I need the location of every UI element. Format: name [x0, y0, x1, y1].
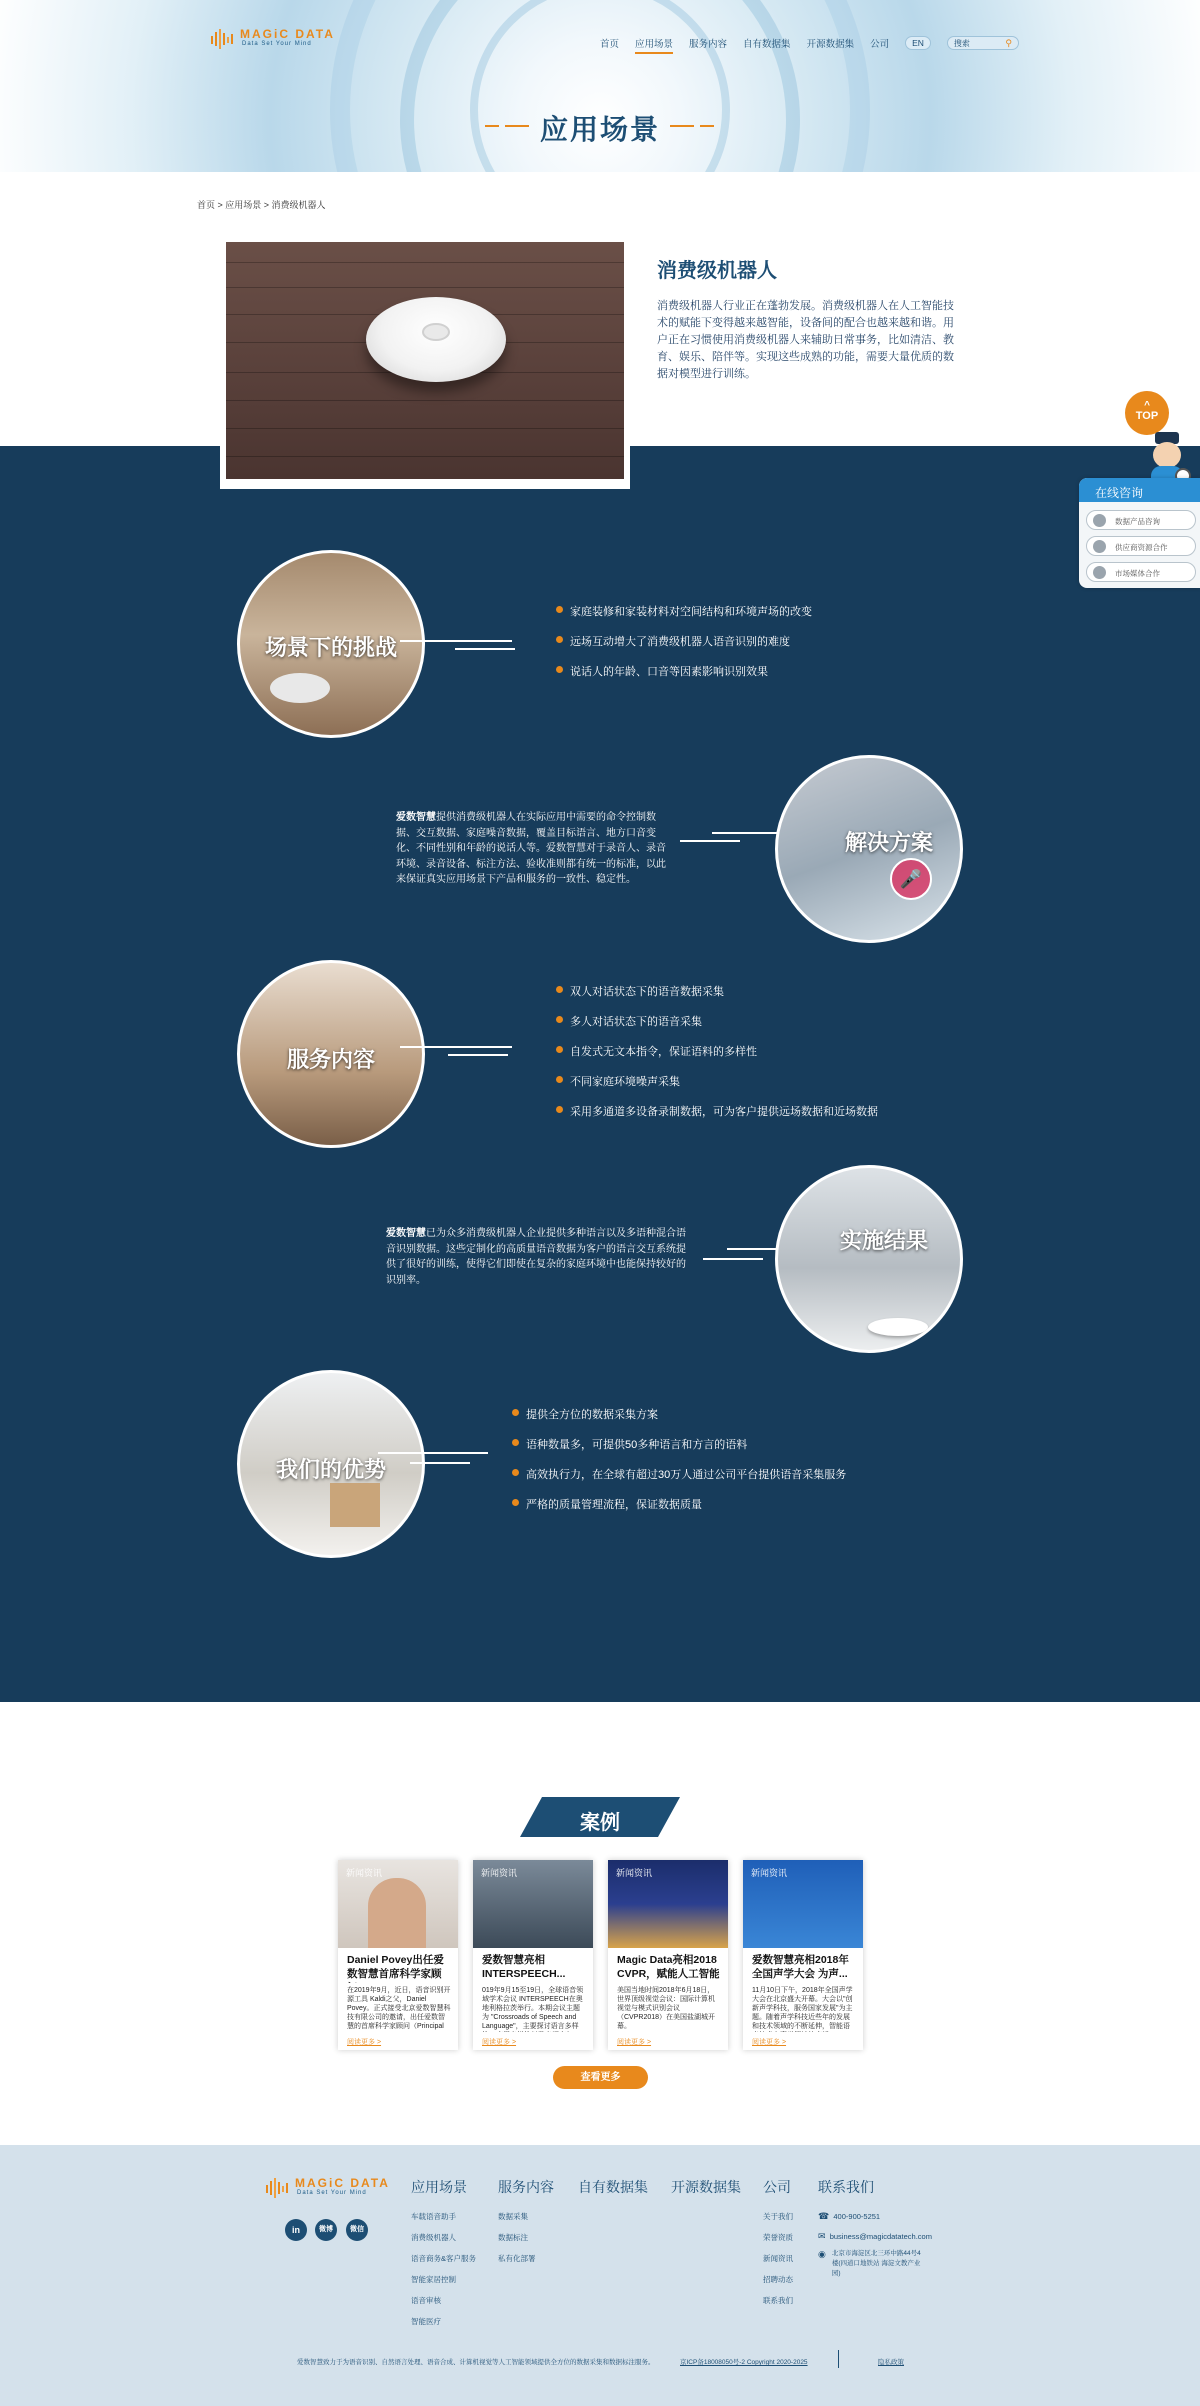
back-to-top-button[interactable]	[1125, 391, 1169, 435]
linkedin-icon[interactable]: in	[285, 2219, 307, 2241]
wechat-icon[interactable]: 微信	[346, 2219, 368, 2241]
footer-link[interactable]: 联系我们	[763, 2296, 793, 2305]
case-tag: 新闻资讯	[346, 1868, 383, 1878]
footer-link[interactable]: 智能医疗	[411, 2317, 441, 2326]
chat-icon	[1093, 540, 1106, 553]
list-item: 不同家庭环境噪声采集	[556, 1073, 878, 1103]
solution-body: 提供消费级机器人在实际应用中需要的命令控制数据、交互数据、家庭噪音数据，覆盖目标语言、地方口音变化、不同性别和年龄的说话人等。爱数智慧对于录音人、录音环境、录音设备、标注方法、验收准则都有统一的标准，以此来保证真实应用场景下产品和服务的一致性、稳定性。	[396, 812, 666, 885]
advantage-image	[237, 1370, 425, 1558]
footer-logo[interactable]	[265, 2175, 390, 2201]
chat-option-data-products[interactable]	[1086, 510, 1196, 530]
result-title: 实施结果	[839, 1228, 928, 1253]
footer-link[interactable]: 语音商务&客户服务	[411, 2254, 477, 2263]
challenge-title: 场景下的挑战	[264, 635, 397, 660]
page-title: 应用场景	[539, 114, 660, 145]
nav-open-datasets[interactable]: 开源数据集	[806, 39, 855, 50]
logo-name: MAGiC DATA	[295, 2176, 390, 2190]
case-card[interactable]	[608, 1860, 728, 2050]
logo-tagline: Data Set Your Mind	[297, 2190, 367, 2196]
result-body: 已为众多消费级机器人企业提供多种语言以及多语种混合语音识别数据。这些定制化的高质量语音数据为客户的语言交互系统提供了很好的训练，使得它们即使在复杂的家庭环境中也能保持较好的识别率。	[386, 1228, 686, 1286]
list-item: 自发式无文本指令，保证语料的多样性	[556, 1043, 878, 1073]
footer-col-title[interactable]: 公司	[763, 2179, 791, 2195]
search-placeholder: 搜索	[953, 38, 970, 48]
case-tag: 新闻资讯	[751, 1868, 788, 1878]
email-icon: ✉	[818, 2231, 826, 2241]
case-tag: 新闻资讯	[616, 1868, 653, 1878]
connector-line	[400, 1046, 512, 1048]
list-item: 家庭装修和家装材料对空间结构和环境声场的改变	[556, 603, 812, 633]
footer-col-open-datasets	[671, 2177, 741, 2211]
footer-link[interactable]: 招聘动态	[763, 2275, 793, 2284]
email-address[interactable]: business@magicdatatech.com	[829, 2232, 932, 2241]
product-description: 消费级机器人行业正在蓬勃发展。消费级机器人在人工智能技术的赋能下变得越来越智能，设备间的配合也越来越和谐。用户正在习惯使用消费级机器人来辅助日常事务，比如清洁、教育、娱乐、陪伴等。实现这些成熟的功能，需要大量优质的数据对模型进行训练。	[657, 300, 954, 380]
footer-link[interactable]: 私有化部署	[498, 2254, 536, 2263]
search-icon[interactable]: ⚲	[1005, 37, 1012, 48]
chat-title: 在线咨询	[1079, 478, 1200, 502]
connector-line	[680, 840, 740, 842]
footer-link[interactable]: 消费级机器人	[411, 2233, 456, 2242]
connector-line	[400, 640, 512, 642]
brand-name: 爱数智慧	[396, 812, 436, 823]
case-title[interactable]: Daniel Povey出任爱数智慧首席科学家顾	[347, 1954, 444, 1980]
robot-vacuum-icon	[366, 297, 506, 382]
connector-line	[378, 1452, 488, 1454]
read-more-link[interactable]: 阅读更多 >	[617, 2039, 652, 2046]
icp-link[interactable]: 京ICP备18008050号-2 Copyright 2020-2025	[680, 2359, 808, 2366]
chat-option-supplier[interactable]	[1086, 536, 1196, 556]
case-summary: 11月10日下午，2018年全国声学大会在北京盛大开幕。大会以"创新声学科技，服务国家发展"为主题。随着声学科技近些年的发展和技术领域的不断延伸，智能语	[752, 1987, 853, 2030]
case-title[interactable]: 爱数智慧亮相2018年全国声学大会 为声...	[752, 1954, 849, 1980]
chat-option-label: 供应商资源合作	[1115, 543, 1168, 552]
logo[interactable]	[210, 26, 335, 52]
solution-image	[775, 755, 963, 943]
footer-link[interactable]: 关于我们	[763, 2212, 793, 2221]
footer-col-services	[498, 2177, 554, 2274]
chat-icon	[1093, 566, 1106, 579]
case-tag: 新闻资讯	[481, 1868, 518, 1878]
connector-line	[455, 648, 515, 650]
list-item: 采用多通道多设备录制数据，可为客户提供远场数据和近场数据	[556, 1103, 878, 1133]
phone-number: 400-900-5251	[833, 2212, 881, 2221]
footer-col-title[interactable]: 自有数据集	[578, 2179, 648, 2195]
solution-text	[396, 810, 668, 888]
list-item: 双人对话状态下的语音数据采集	[556, 983, 878, 1013]
logo-name: MAGiC DATA	[240, 27, 335, 41]
advantage-list	[512, 1406, 846, 1526]
nav-own-datasets[interactable]: 自有数据集	[743, 39, 791, 50]
case-summary: 美国当地时间2018年6月18日，世界顶级视觉会议：国际计算机视觉与模式识别会议（CVPR2018）在美国盐湖城开幕。	[617, 1987, 716, 2030]
footer-link[interactable]: 数据采集	[498, 2212, 528, 2221]
footer-divider	[838, 2350, 839, 2368]
logo-tagline: Data Set Your Mind	[242, 41, 312, 47]
challenge-image	[237, 550, 425, 738]
solution-title: 解决方案	[844, 830, 933, 855]
phone-icon: ☎	[818, 2211, 830, 2221]
connector-line	[410, 1462, 470, 1464]
product-image	[226, 242, 624, 479]
service-image	[237, 960, 425, 1148]
list-item: 提供全方位的数据采集方案	[512, 1406, 846, 1436]
list-item: 说话人的年龄、口音等因素影响识别效果	[556, 663, 812, 693]
nav-scenarios[interactable]: 应用场景	[635, 36, 673, 50]
chevron-up-icon: ^	[1144, 400, 1150, 411]
footer-link[interactable]: 新闻资讯	[763, 2254, 793, 2263]
connector-line	[448, 1054, 508, 1056]
list-item: 语种数量多，可提供50多种语言和方言的语料	[512, 1436, 846, 1466]
connector-line	[703, 1258, 763, 1260]
chat-icon	[1093, 514, 1106, 527]
advantage-title: 我们的优势	[275, 1457, 386, 1482]
chat-option-media[interactable]	[1086, 562, 1196, 582]
address: 北京市海淀区北三环中路44号4楼(四道口地铁站 海淀文教产业园)	[831, 2250, 921, 2277]
case-card[interactable]	[473, 1860, 593, 2050]
case-title[interactable]: 爱数智慧亮相INTERSPEECH...	[482, 1954, 566, 1980]
footer-col-company	[763, 2177, 793, 2316]
footer-link[interactable]: 数据标注	[498, 2233, 528, 2242]
footer-col-own-datasets	[578, 2177, 648, 2211]
case-summary: 019年9月15至19日，全球语音领域学术会议 INTERSPEECH在奥地利格拉茨举行。本期会议主题为 "Crossroads of Speech and Language"，主要探讨语言多样	[482, 1987, 584, 2030]
breadcrumb[interactable]: 首页 > 应用场景 > 消费级机器人	[197, 200, 326, 210]
case-title[interactable]: Magic Data亮相2018 CVPR，赋能人工智能	[617, 1954, 720, 1980]
read-more-link[interactable]: 阅读更多 >	[482, 2039, 517, 2046]
search-input[interactable]	[947, 36, 1019, 50]
privacy-link[interactable]: 隐私政策	[878, 2359, 904, 2366]
footer-link[interactable]: 智能家居控制	[411, 2275, 456, 2284]
weibo-icon[interactable]: 微博	[315, 2219, 337, 2241]
read-more-link[interactable]: 阅读更多 >	[347, 2039, 382, 2046]
footer-link[interactable]: 语音审核	[411, 2296, 441, 2305]
nav-company[interactable]: 公司	[870, 39, 890, 50]
online-consult-panel	[1079, 478, 1200, 588]
read-more-link[interactable]: 阅读更多 >	[752, 2039, 787, 2046]
nav-home[interactable]: 首页	[600, 39, 620, 50]
footer-col-title[interactable]: 应用场景	[411, 2179, 467, 2195]
cases-heading	[520, 1797, 680, 1837]
service-title: 服务内容	[286, 1047, 375, 1072]
case-card[interactable]	[338, 1860, 458, 2050]
service-list	[556, 983, 878, 1133]
result-image	[775, 1165, 963, 1353]
main-nav	[600, 33, 1019, 53]
logo-mark-icon	[265, 2177, 291, 2199]
microphone-icon: 🎤	[890, 858, 932, 900]
nav-services[interactable]: 服务内容	[689, 39, 728, 50]
brand-name: 爱数智慧	[386, 1228, 426, 1239]
case-card[interactable]	[743, 1860, 863, 2050]
footer-col-title[interactable]: 联系我们	[818, 2179, 874, 2195]
product-title: 消费级机器人	[657, 260, 777, 282]
cases-title: 案例	[580, 1812, 620, 1834]
footer-copyright: 爱数智慧致力于为语音识别、自然语言处理、语音合成、计算机视觉等人工智能领域提供全方位的数据采集和数据标注服务。	[297, 2359, 655, 2366]
footer-col-title[interactable]: 服务内容	[498, 2179, 554, 2195]
case-summary: 在2019年9月，近日，语音识别开源工具 Kaldi之父，Daniel Povey。正式接受北京爱数智慧科技有限公司的邀请，出任爱数智慧的首席科学家顾问（Principal	[347, 1987, 451, 2030]
challenge-list	[556, 603, 812, 693]
list-item: 高效执行力，在全球有超过30万人通过公司平台提供语音采集服务	[512, 1466, 846, 1496]
footer-col-scenarios	[411, 2177, 476, 2337]
footer-link[interactable]: 荣誉资质	[763, 2233, 793, 2242]
location-pin-icon: ◉	[818, 2249, 826, 2259]
list-item: 远场互动增大了消费级机器人语音识别的难度	[556, 633, 812, 663]
language-toggle[interactable]: EN	[905, 36, 931, 50]
footer-col-title[interactable]: 开源数据集	[671, 2179, 741, 2195]
list-item: 多人对话状态下的语音采集	[556, 1013, 878, 1043]
list-item: 严格的质量管理流程，保证数据质量	[512, 1496, 846, 1526]
chat-option-label: 市场媒体合作	[1115, 569, 1160, 578]
chat-option-label: 数据产品咨询	[1115, 517, 1160, 526]
back-to-top-label: TOP	[1135, 410, 1159, 422]
logo-mark-icon	[210, 28, 236, 50]
footer-contact	[818, 2177, 958, 2279]
footer-link[interactable]: 车载语音助手	[411, 2212, 456, 2221]
view-more-button[interactable]: 查看更多	[553, 2066, 648, 2089]
result-text	[386, 1226, 692, 1288]
